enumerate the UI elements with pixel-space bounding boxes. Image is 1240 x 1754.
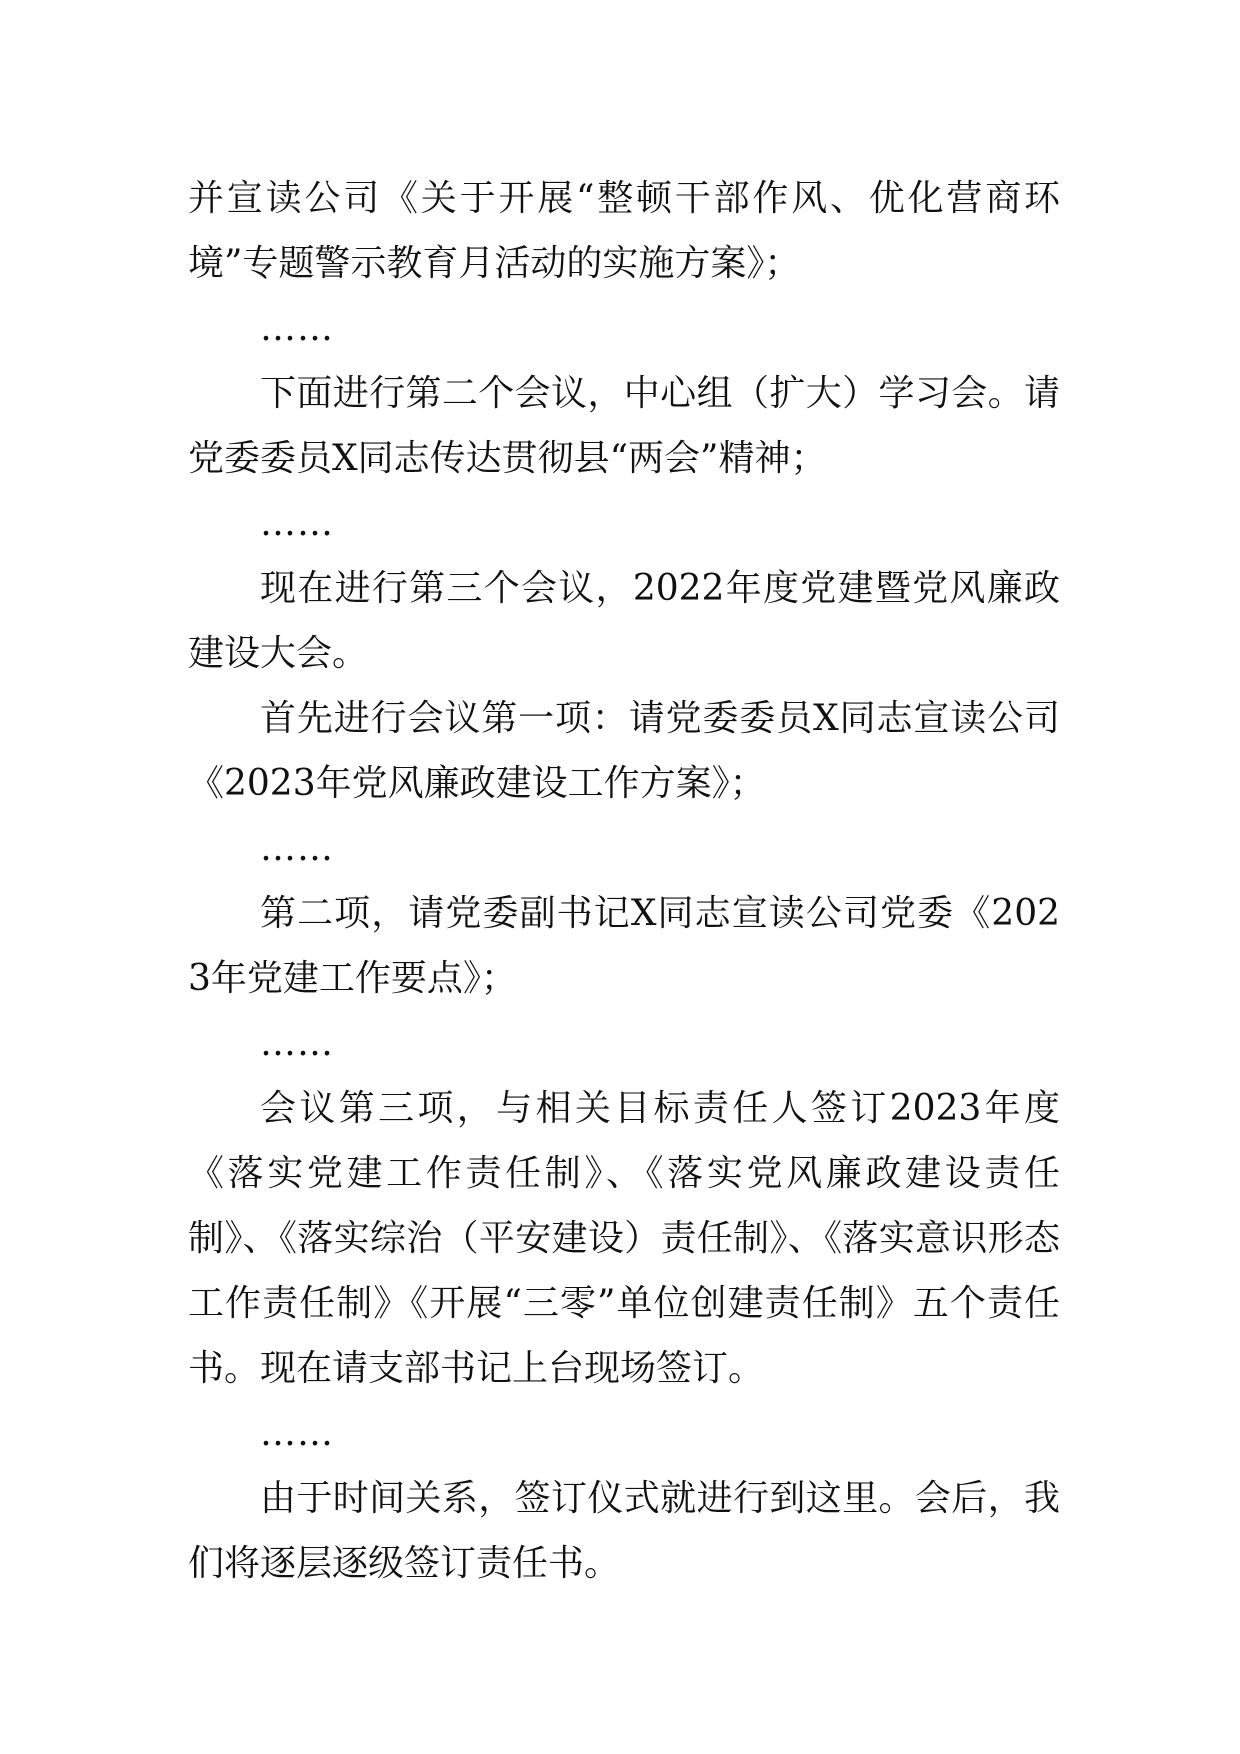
- paragraph-third-meeting: 现在进行第三个会议，2022年度党建暨党风廉政建设大会。: [188, 568, 1060, 674]
- paragraph-item-one: 首先进行会议第一项：请党委委员X同志宣读公司《2023年党风廉政建设工作方案》；: [188, 698, 1060, 804]
- document-body: [188, 166, 1060, 1596]
- ellipsis-line: ……: [260, 308, 334, 349]
- paragraph-item-two: 第二项，请党委副书记X同志宣读公司党委《2023年党建工作要点》；: [188, 893, 1060, 999]
- ellipsis-line: ……: [260, 1023, 334, 1064]
- paragraph-second-meeting: 下面进行第二个会议，中心组（扩大）学习会。请党委委员X同志传达贯彻县“两会”精神；: [188, 373, 1060, 479]
- paragraph-item-three: 会议第三项，与相关目标责任人签订2023年度《落实党建工作责任制》、《落实党风廉政建设责任制》、《落实综治（平安建设）责任制》、《落实意识形态工作责任制》《开展“三零”单位创建责任制》五个责任书。现在请支部书记上台现场签订。: [188, 1088, 1060, 1389]
- paragraph-closing: 由于时间关系，签订仪式就进行到这里。会后，我们将逐层逐级签订责任书。: [188, 1478, 1060, 1584]
- paragraph-continuation: 并宣读公司《关于开展“整顿干部作风、优化营商环境”专题警示教育月活动的实施方案》；: [188, 178, 1060, 284]
- ellipsis-line: ……: [260, 828, 334, 869]
- ellipsis-line: ……: [260, 503, 334, 544]
- ellipsis-line: ……: [260, 1413, 334, 1454]
